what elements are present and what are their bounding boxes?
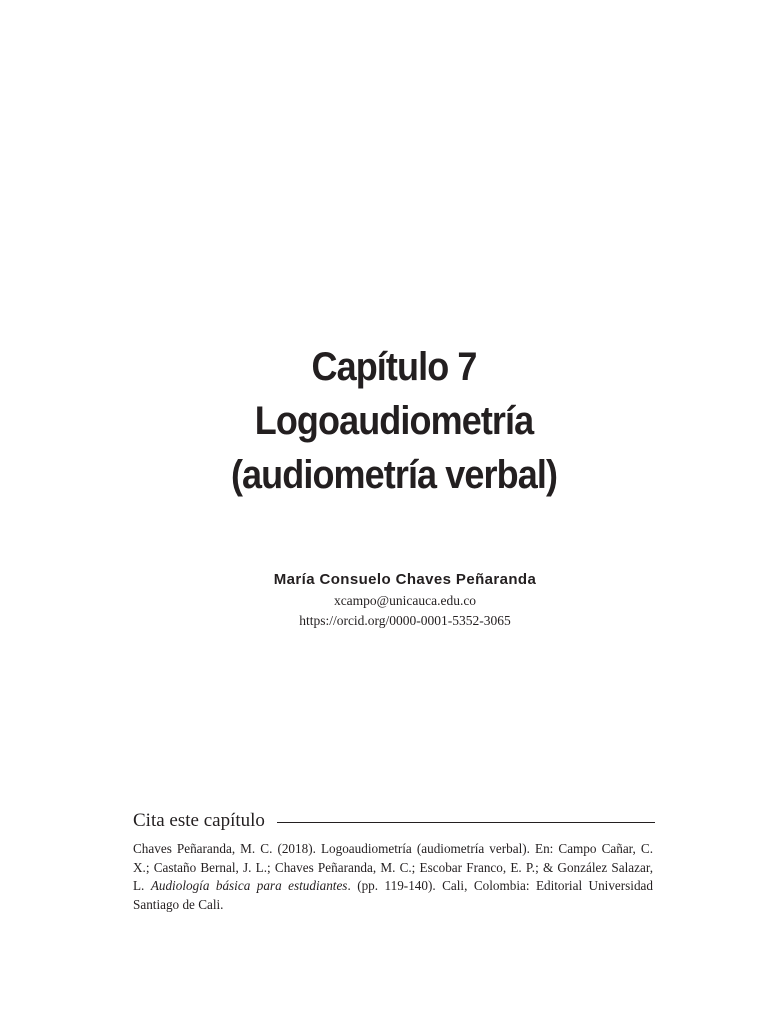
- citation-book-title: Audiología básica para estudiantes: [150, 878, 348, 893]
- author-name: María Consuelo Chaves Peñaranda: [273, 571, 537, 588]
- chapter-number: Capítulo 7: [311, 345, 477, 389]
- author-email: xcampo@unicauca.edu.co: [333, 593, 477, 608]
- citation-divider: [277, 822, 655, 823]
- author-block: [0, 569, 768, 631]
- author-orcid: https://orcid.org/0000-0001-5352-3065: [299, 613, 511, 628]
- citation-text-before-book: Chaves Peñaranda, M. C. (2018). Logoaudiometría (audiometría verbal). En: Campo Cañar, C. X.; Castaño Bernal, J. L.; Chaves Peñaranda, M. C.; Escobar Franco, E. P.; & González Salazar, L.: [133, 841, 653, 893]
- citation-heading: Cita este capítulo: [133, 810, 265, 831]
- citation-text: [133, 840, 653, 914]
- citation-header: [133, 808, 655, 834]
- chapter-title-line-1: Logoaudiometría: [254, 399, 534, 443]
- citation-text-after-book: . (pp. 119-140). Cali, Colombia: Editorial Universidad Santiago de Cali.: [133, 878, 654, 912]
- chapter-title-line-2: (audiometría verbal): [230, 453, 558, 497]
- chapter-title: [39, 340, 748, 502]
